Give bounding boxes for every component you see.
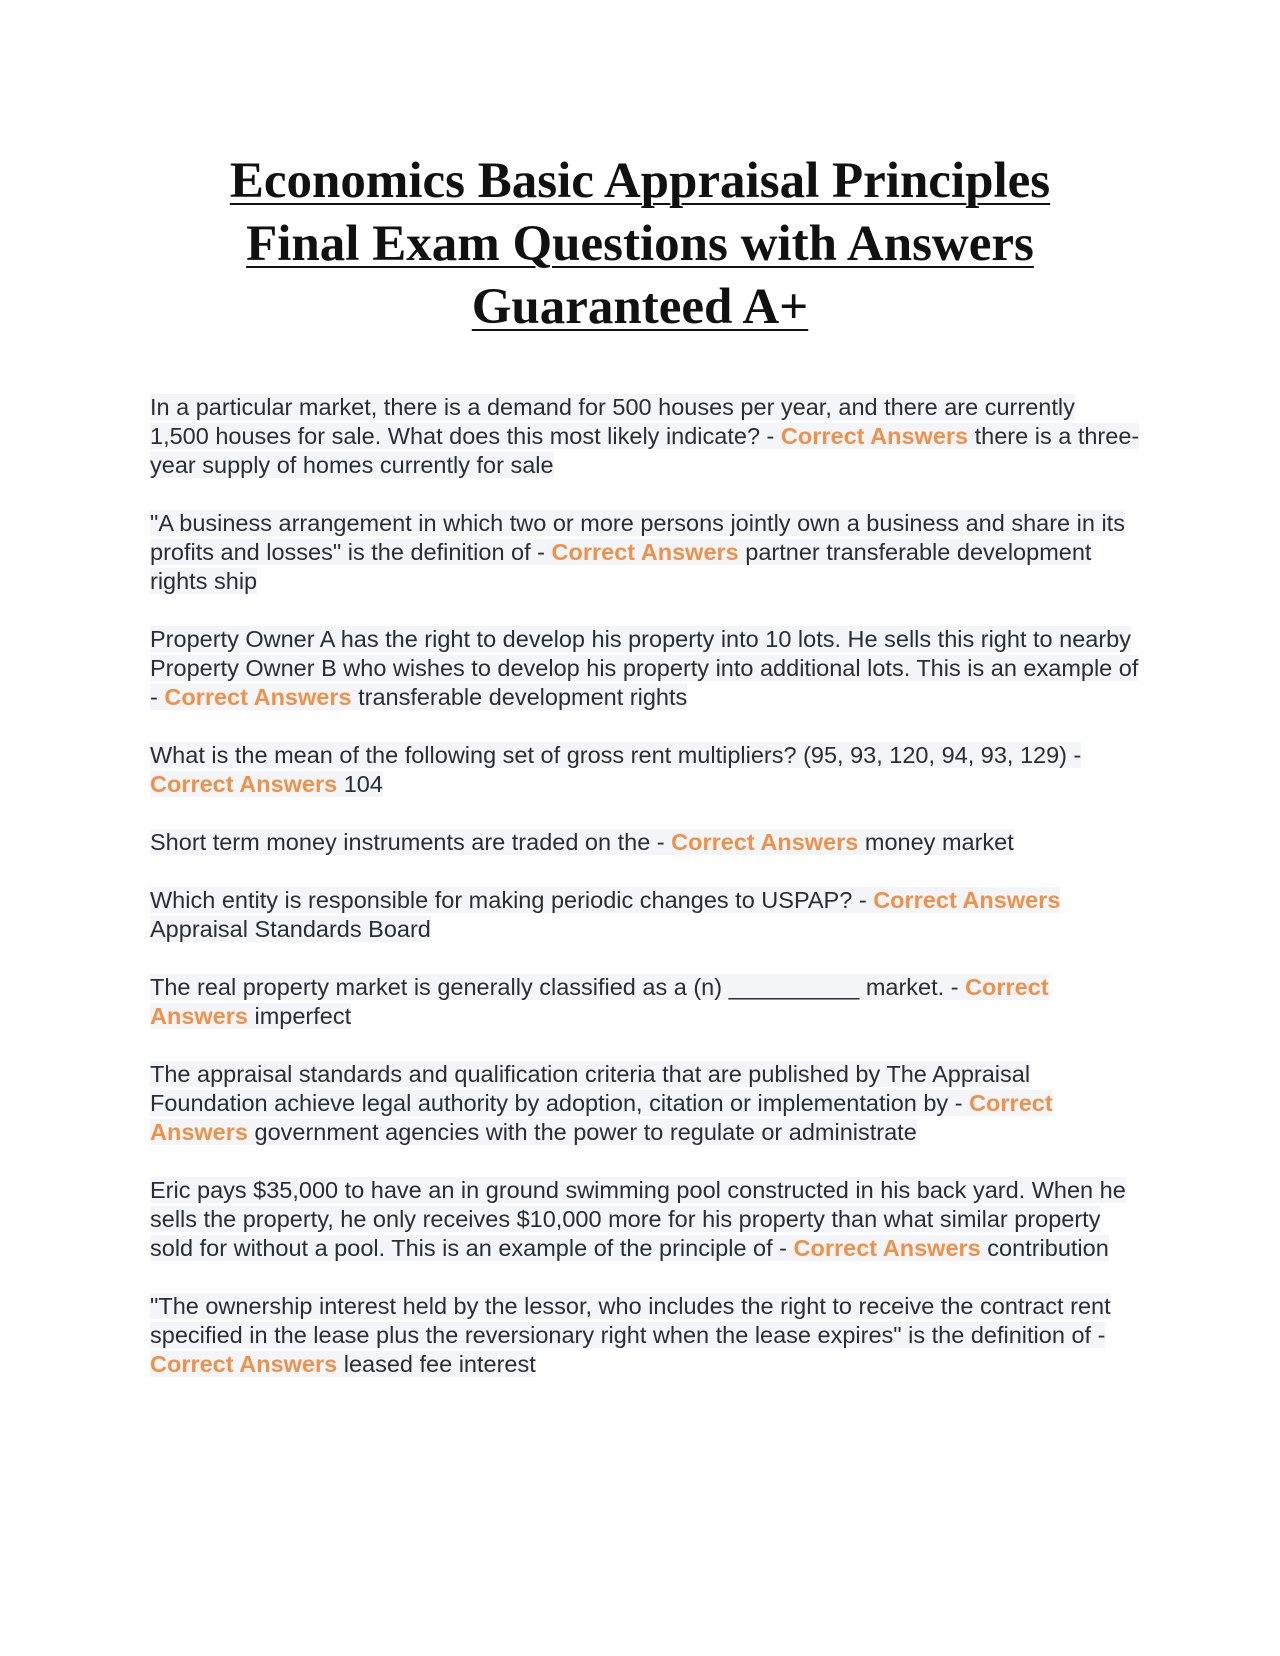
question-text: "A business arrangement in which two or more persons jointly own a business and share in its profits and losses" is the definition of - xyxy=(150,510,1125,565)
answer-text: imperfect xyxy=(247,1003,352,1029)
answer-label: Correct Answers xyxy=(150,771,338,797)
answer-text: there is a three-year supply of homes currently for sale xyxy=(150,423,1140,478)
answer-text: transferable development rights xyxy=(351,684,688,710)
question-text: In a particular market, there is a demand for 500 houses per year, and there are currently 1,500 houses for sale. What does this most likely indicate? - xyxy=(150,394,1075,449)
answer-label: Correct Answers xyxy=(671,829,859,855)
answer-label: Correct Answers xyxy=(150,1351,338,1377)
question-text: "The ownership interest held by the lessor, who includes the right to receive the contract rent specified in the lease plus the reversionary right when the lease expires" is the definition of - xyxy=(150,1293,1111,1348)
qa-item xyxy=(150,509,1140,596)
answer-text: Appraisal Standards Board xyxy=(150,916,431,942)
question-text: Which entity is responsible for making periodic changes to USPAP? - xyxy=(150,887,874,913)
answer-label: Correct Answers xyxy=(551,539,739,565)
answer-label: Correct Answers xyxy=(780,423,969,449)
question-text: What is the mean of the following set of gross rent multipliers? (95, 93, 120, 94, 93, 129) - xyxy=(150,742,1082,768)
qa-item xyxy=(150,1292,1140,1379)
answer-text: 104 xyxy=(337,771,383,797)
qa-item xyxy=(150,625,1140,712)
qa-item xyxy=(150,1060,1140,1147)
question-text: Short term money instruments are traded on the - xyxy=(150,829,672,855)
question-text: Property Owner A has the right to develop his property into 10 lots. He sells this right to nearby Property Owner B who wishes to develop his property into additional lots. This is an example of - xyxy=(150,626,1139,710)
answer-label: Correct Answers xyxy=(164,684,352,710)
question-text: The real property market is generally classified as a (n) __________ market. - xyxy=(150,974,966,1000)
qa-item xyxy=(150,741,1140,799)
qa-item xyxy=(150,828,1140,857)
qa-list xyxy=(150,393,1140,1408)
answer-label: Correct Answers xyxy=(793,1235,981,1261)
title-line-1: Economics Basic Appraisal Principles xyxy=(229,153,1051,209)
question-text: The appraisal standards and qualification criteria that are published by The Appraisal Foundation achieve legal authority by adoption, citation or implementation by - xyxy=(150,1061,1031,1116)
qa-item xyxy=(150,393,1140,480)
qa-item xyxy=(150,1176,1140,1263)
question-text: Eric pays $35,000 to have an in ground swimming pool constructed in his back yard. When he sells the property, he only receives $10,000 more for his property than what similar property sold for without a pool. This is an example of the principle of - xyxy=(150,1177,1126,1261)
qa-item xyxy=(150,886,1140,944)
title-line-3: Guaranteed A+ xyxy=(471,279,809,335)
answer-text: money market xyxy=(858,829,1014,855)
answer-text: partner transferable development rights ship xyxy=(150,539,1092,594)
answer-text: leased fee interest xyxy=(337,1351,536,1377)
title-line-2: Final Exam Questions with Answers xyxy=(246,216,1034,272)
answer-text: government agencies with the power to regulate or administrate xyxy=(247,1119,917,1145)
answer-label: Correct Answers xyxy=(873,887,1061,913)
document-title xyxy=(140,150,1140,339)
answer-label: Correct Answers xyxy=(150,974,1049,1029)
answer-text: contribution xyxy=(980,1235,1109,1261)
qa-item xyxy=(150,973,1140,1031)
answer-label: Correct Answers xyxy=(150,1090,1053,1145)
